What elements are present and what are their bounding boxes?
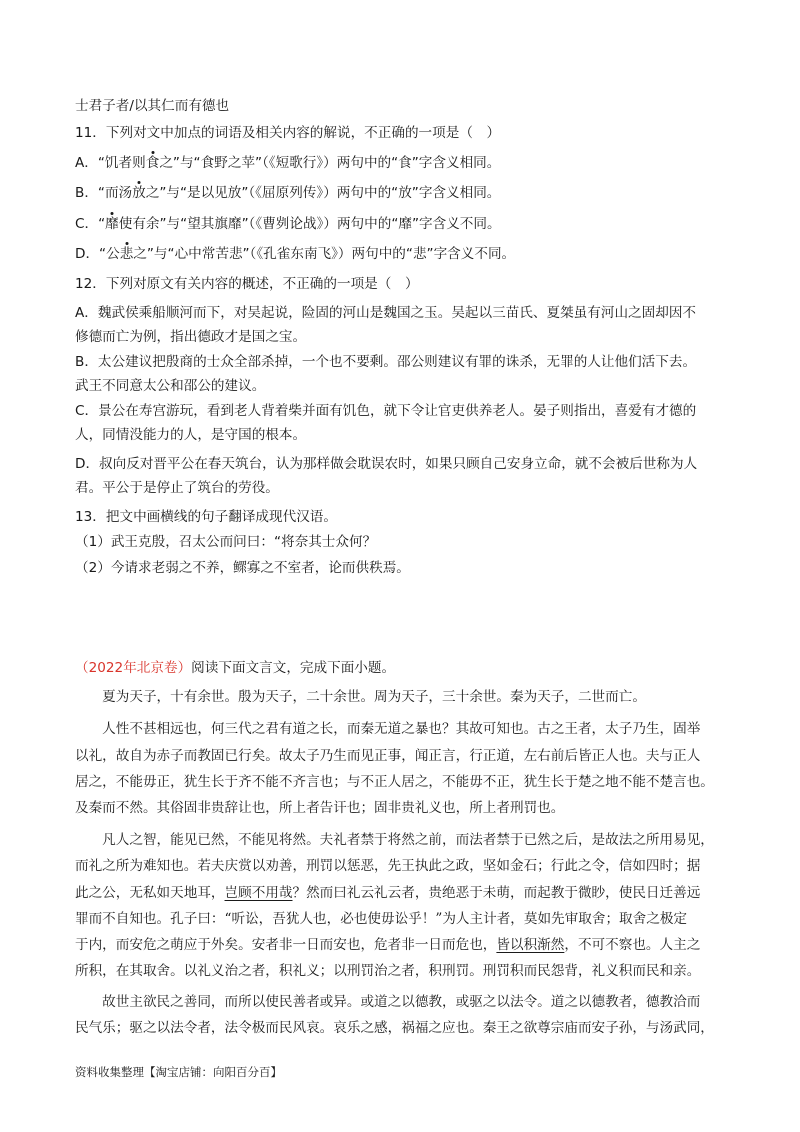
passage-line: 罪而不自知也。孔子曰：“听讼，吾犹人也，必也使毋讼乎！”为人主计者，莫如先审取舍；取舍之极定 xyxy=(75,911,688,927)
passage-line: 所积，在其取舍。以礼义治之者，积礼义；以刑罚治之者，积刑罚。刑罚积而民怨背，礼义积而民和亲。 xyxy=(75,963,701,979)
passage-text: ，不可不察也。人主之 xyxy=(564,937,701,953)
question-13-sentence-1: （1）武王克殷，召太公而问曰：“将奈其士众何？ xyxy=(75,534,377,550)
section-instruction: 阅读下面文言文，完成下面小题。 xyxy=(191,660,396,676)
page-footer: 资料收集整理【淘宝店铺：向阳百分百】 xyxy=(75,1065,282,1079)
question-12-option-c-line-2: 人，同情没能力的人，是守国的根本。 xyxy=(75,427,307,443)
option-text: D．“公 xyxy=(75,246,120,262)
top-fragment: 士君子者/以其仁而有德也 xyxy=(75,98,230,114)
question-13-sentence-2: （2）今请求老弱之不养，鳏寡之不室者，论而供秩焉。 xyxy=(75,560,410,576)
dotted-character: 靡 xyxy=(105,216,119,232)
question-11-option-b xyxy=(75,183,500,203)
passage-line: 以礼，故自为赤子而教固已行矣。故太子乃生而见正事，闻正言，行正道，左右前后皆正人也。夫与正人 xyxy=(75,748,701,764)
option-text: 之”与“心中常苦悲”（《孔雀东南飞》）两句中的“悲”字含义不同。 xyxy=(133,246,516,262)
option-text: A．“饥者则 xyxy=(75,155,146,171)
question-12-option-b-line-1: B．太公建议把殷商的士众全部杀掉，一个也不要剩。邵公则建议有罪的诛杀，无罪的人让他们活下去。 xyxy=(75,354,697,370)
option-text: 之”与“食野之苹”（《短歌行》）两句中的“食”字含义相同。 xyxy=(159,155,501,171)
question-12-option-b-line-2: 武王不同意太公和邵公的建议。 xyxy=(75,378,266,394)
question-12-stem: 12．下列对原文有关内容的概述，不正确的一项是（ ） xyxy=(75,276,419,292)
question-11-option-a xyxy=(75,153,500,173)
option-text: 使有余”与“望其旗靡”（《曹刿论战》）两句中的“靡”字含义不同。 xyxy=(118,216,501,232)
section-header xyxy=(75,658,395,678)
option-text: B．“而汤 xyxy=(75,185,133,201)
passage-line: 而礼之所为难知也。若夫庆赏以劝善，刑罚以惩恶，先王执此之政，坚如金石；行此之令，信如四时；据 xyxy=(75,858,701,874)
question-13-stem: 13．把文中画横线的句子翻译成现代汉语。 xyxy=(75,509,337,525)
question-12-option-d-line-1: D．叔向反对晋平公在春天筑台，认为那样做会耽误农时，如果只顾自己安身立命，就不会被后世称为人 xyxy=(75,456,698,472)
passage-line: 故世主欲民之善同，而所以使民善者或异。或道之以德教，或驱之以法令。道之以德教者，德教洽而 xyxy=(75,994,701,1010)
passage-line: 及秦而不然。其俗固非贵辞让也，所上者告讦也；固非贵礼义也，所上者刑罚也。 xyxy=(75,800,565,816)
question-12-option-c-line-1: C．景公在寿宫游玩，看到老人背着柴并面有饥色，就下令让官吏供养老人。晏子则指出，喜爱有才德的 xyxy=(75,403,697,419)
passage-line: 凡人之智，能见已然，不能见将然。夫礼者禁于将然之前，而法者禁于已然之后，是故法之所用易见， xyxy=(75,832,714,848)
passage-text: ？然而曰礼云礼云者，贵绝恶于未萌，而起教于微眇，使民日迁善远 xyxy=(292,885,701,901)
passage-line: 民气乐；驱之以法令者，法令极而民风哀。哀乐之感，祸福之应也。秦王之欲尊宗庙而安子孙，与汤武同， xyxy=(75,1020,714,1036)
question-11-option-d xyxy=(75,244,515,264)
underlined-phrase: 皆以积渐然 xyxy=(496,937,565,953)
dotted-character: 放 xyxy=(132,185,146,201)
question-11-stem: 11．下列对文中加点的词语及相关内容的解说，不正确的一项是（ ） xyxy=(75,125,501,141)
passage-line: 人性不甚相远也，何三代之君有道之长，而秦无道之暴也？其故可知也。古之王者，太子乃生，固举 xyxy=(75,721,701,737)
dotted-character: 悲 xyxy=(119,246,134,262)
passage-text: 此之公，无私如天地耳， xyxy=(75,885,225,901)
option-text: 之”与“是以见放”（《屈原列传》）两句中的“放”字含义相同。 xyxy=(145,185,501,201)
passage-line xyxy=(75,935,700,955)
passage-text: 于内，而安危之萌应于外矣。安者非一日而安也，危者非一日而危也， xyxy=(75,937,497,953)
underlined-phrase: 岂顾不用哉 xyxy=(224,885,293,901)
option-text: C．“ xyxy=(75,216,106,232)
question-11-option-c xyxy=(75,214,501,234)
question-12-option-d-line-2: 君。平公于是停止了筑台的劳役。 xyxy=(75,480,279,496)
passage-line xyxy=(75,883,700,903)
exam-source-tag: （2022年北京卷） xyxy=(75,660,192,676)
dotted-character: 食 xyxy=(145,155,160,171)
question-12-option-a-line-1: A．魏武侯乘船顺河而下，对吴起说，险固的河山是魏国之玉。吴起以三苗氏、夏桀虽有河山之固却因不 xyxy=(75,305,697,321)
passage-line: 居之，不能毋正，犹生长于齐不能不齐言也；与不正人居之，不能毋不正，犹生长于楚之地不能不楚言也。 xyxy=(75,774,714,790)
question-12-option-a-line-2: 修德而亡为例，指出德政才是国之宝。 xyxy=(75,329,307,345)
passage-line: 夏为天子，十有余世。殷为天子，二十余世。周为天子，三十余世。秦为天子，二世而亡。 xyxy=(75,689,646,705)
